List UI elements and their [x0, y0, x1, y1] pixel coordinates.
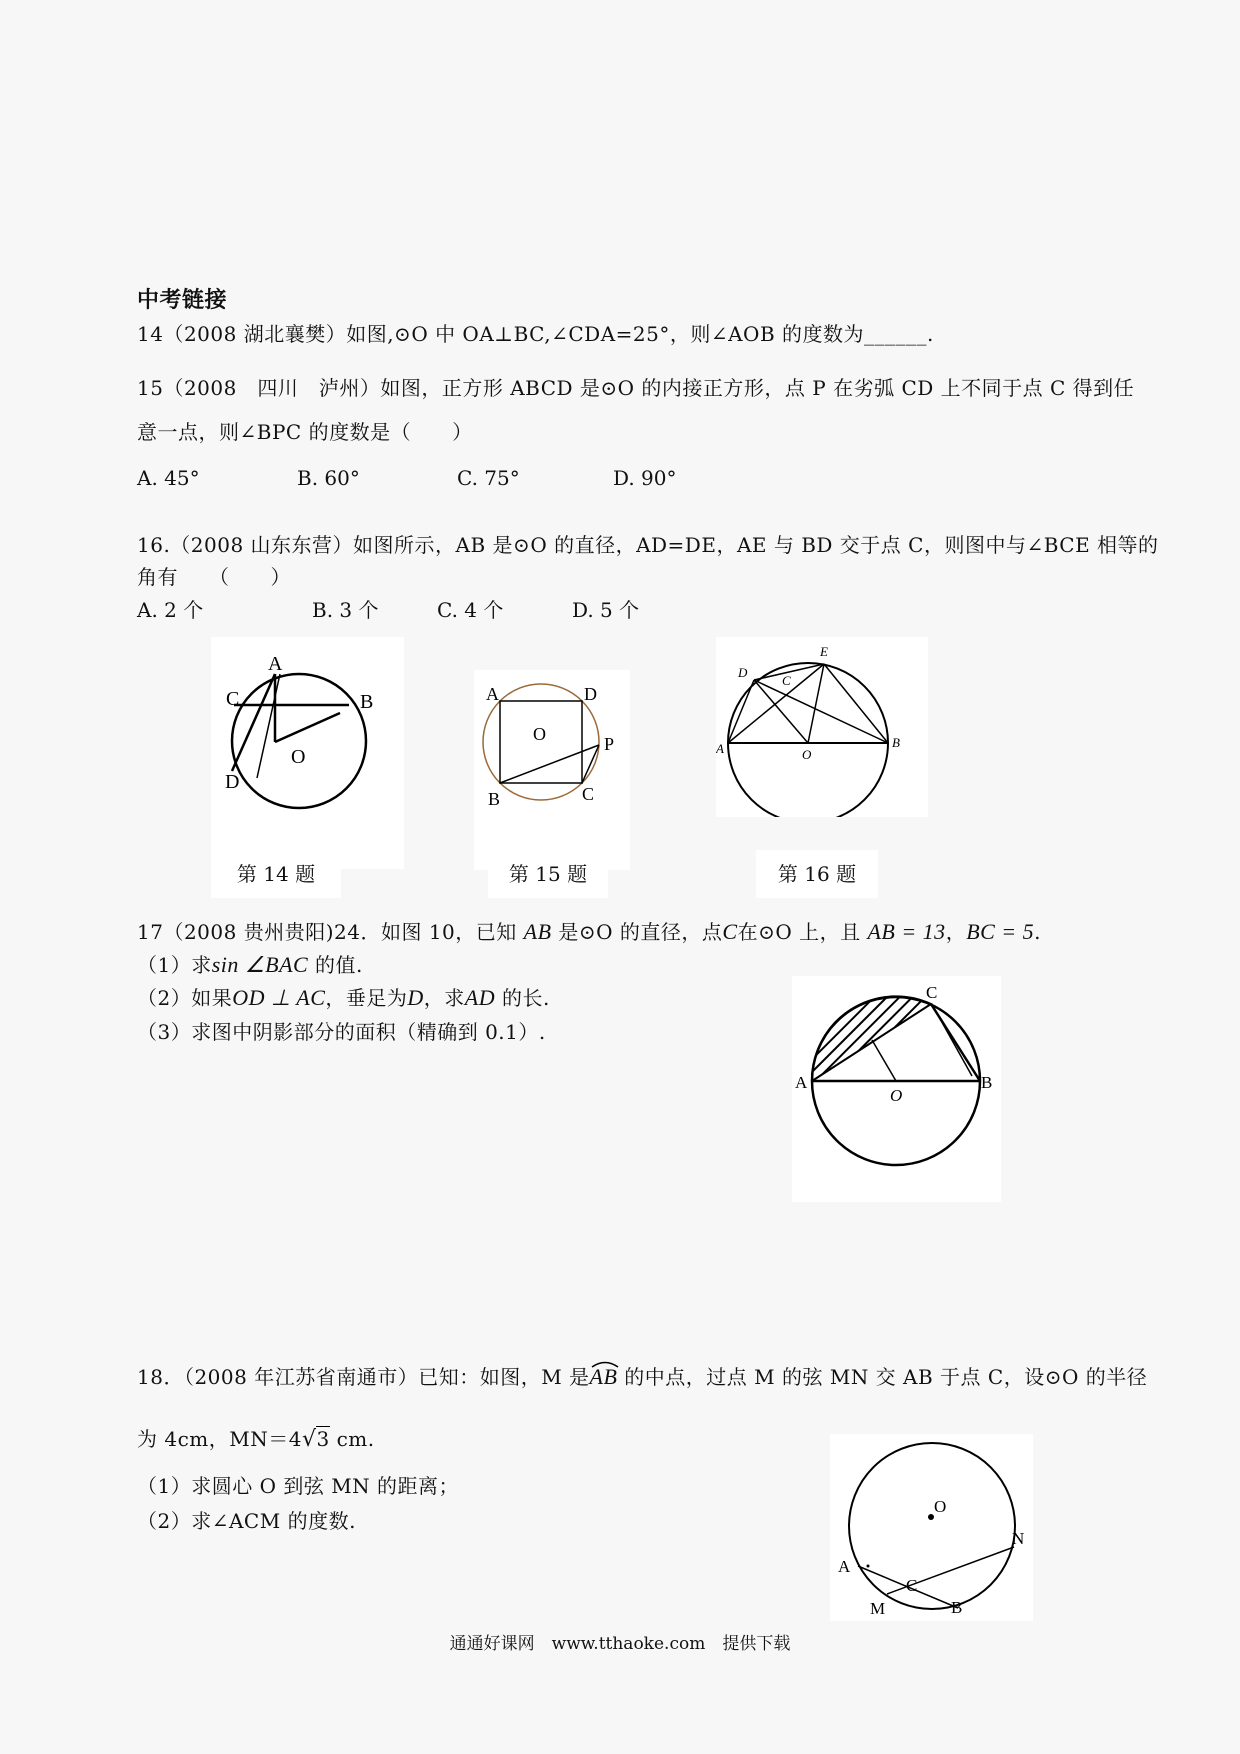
question-18-line-2-post: cm. — [336, 1427, 375, 1451]
figure-18-diagram — [830, 1434, 1033, 1621]
question-18-line-1-pre: 18．（2008 年江苏省南通市）已知：如图，M 是 — [137, 1365, 590, 1389]
figure-15-caption: 第 15 题 — [488, 850, 608, 898]
fig16-label-e: E — [820, 644, 828, 659]
fig16-label-d: D — [738, 665, 748, 680]
question-15-line-1: 15（2008 四川 泸州）如图，正方形 ABCD 是⊙O 的内接正方形，点 P 在劣弧 CD 上不同于点 C 得到任 — [137, 376, 1135, 400]
question-15-option-b: B. 60° — [297, 466, 360, 490]
fig15-label-a: A — [486, 684, 499, 704]
question-14-text: 14（2008 湖北襄樊）如图,⊙O 中 OA⊥BC,∠CDA=25°，则∠AOB 的度数为______. — [137, 322, 934, 346]
question-17-sub-1 — [137, 949, 363, 978]
question-17-math-ab-13: AB = 13 — [867, 919, 946, 944]
question-17-sub-2-d: D — [407, 985, 424, 1010]
figure-15 — [474, 670, 630, 870]
question-16-option-d: D. 5 个 — [572, 598, 640, 622]
question-18-line-2 — [137, 1423, 375, 1452]
question-18-line-2-pre: 为 4cm，MN＝4 — [137, 1427, 302, 1451]
question-17-mid-2: 在⊙O 上，且 — [737, 920, 861, 944]
question-17-end: . — [1034, 920, 1042, 944]
fig18-label-m: M — [870, 1599, 886, 1618]
figure-16-caption: 第 16 题 — [756, 850, 878, 898]
question-17-line-1 — [137, 916, 1041, 945]
fig16-label-o: O — [802, 747, 812, 762]
fig15-label-b: B — [488, 789, 501, 809]
question-17-sub-2-ad: AD — [464, 985, 496, 1010]
fig17-label-o: O — [890, 1086, 903, 1105]
figure-14 — [211, 637, 404, 869]
fig14-label-c: C — [226, 688, 240, 710]
figure-18 — [830, 1434, 1033, 1621]
fig18-label-o: O — [934, 1497, 947, 1516]
fig14-label-a: A — [268, 653, 283, 675]
fig15-label-p: P — [604, 734, 615, 754]
question-18-sqrt-value: 3 — [316, 1427, 330, 1451]
fig17-label-a: A — [795, 1073, 808, 1092]
question-17-sub-1-post: 的值. — [315, 953, 363, 977]
question-16-line-1: 16.（2008 山东东营）如图所示，AB 是⊙O 的直径，AD=DE，AE 与 BD 交于点 C，则图中与∠BCE 相等的 — [137, 533, 1159, 557]
question-17-sub-1-math: sin ∠BAC — [211, 952, 309, 977]
question-17-sub-2-mid-2: ，求 — [423, 986, 465, 1010]
question-18-sub-2: （2）求∠ACM 的度数. — [137, 1509, 356, 1533]
question-17-sub-2-post: 的长. — [501, 986, 550, 1010]
fig14-label-d: D — [225, 771, 240, 793]
fig14-label-o: O — [291, 746, 306, 768]
question-16-option-c: C. 4 个 — [437, 598, 504, 622]
question-17-sub-2-math: OD ⊥ AC — [232, 985, 326, 1010]
fig15-label-d: D — [584, 684, 597, 704]
question-17-math-c: C — [722, 919, 738, 944]
figure-16-diagram — [716, 637, 928, 817]
figure-17 — [792, 976, 1001, 1202]
fig15-label-o: O — [533, 724, 546, 744]
question-16-option-b: B. 3 个 — [312, 598, 379, 622]
fig16-label-a: A — [716, 741, 724, 756]
question-17-sub-2 — [137, 982, 550, 1011]
figure-17-diagram — [792, 976, 1001, 1202]
fig14-label-b: B — [360, 691, 374, 713]
sqrt-icon: √ — [301, 1427, 317, 1452]
question-18-arc-ab — [590, 1364, 618, 1389]
question-16-option-a: A. 2 个 — [137, 598, 204, 622]
question-15-option-c: C. 75° — [457, 466, 520, 490]
arc-mark-icon — [590, 1358, 620, 1368]
question-18-sub-1: （1）求圆心 O 到弦 MN 的距离； — [137, 1474, 460, 1498]
section-title: 中考链接 — [137, 288, 228, 313]
question-17-math-ab: AB — [523, 919, 552, 944]
question-17-sub-2-mid: ，垂足为 — [325, 986, 408, 1010]
question-18-arc-ab-text: AB — [589, 1364, 618, 1389]
fig17-label-b: B — [981, 1073, 993, 1092]
fig16-label-c: C — [782, 673, 791, 688]
fig18-label-b: B — [951, 1598, 963, 1617]
question-17-prefix: 17（2008 贵州贵阳)24．如图 10，已知 — [137, 920, 517, 944]
figure-14-caption: 第 14 题 — [211, 850, 341, 898]
question-17-sub-2-pre: （2）如果 — [137, 986, 233, 1010]
fig18-label-n: N — [1012, 1529, 1025, 1548]
fig15-label-c: C — [582, 784, 595, 804]
question-17-math-bc-5: BC = 5 — [966, 919, 1035, 944]
fig18-label-a: A — [838, 1557, 851, 1576]
figure-16 — [716, 637, 928, 817]
page-footer: 通通好课网 www.tthaoke.com 提供下载 — [449, 1634, 791, 1654]
question-16-line-2: 角有 （ ） — [137, 565, 291, 589]
question-15-line-2: 意一点，则∠BPC 的度数是（ ） — [137, 420, 473, 444]
figure-14-diagram — [211, 637, 404, 869]
question-17-sub-1-pre: （1）求 — [137, 953, 212, 977]
fig16-label-b: B — [892, 735, 900, 750]
question-18-line-1 — [137, 1361, 1147, 1390]
figure-15-diagram — [474, 670, 630, 870]
question-15-option-d: D. 90° — [613, 466, 677, 490]
question-17-comma: ， — [945, 920, 967, 944]
fig17-label-c: C — [926, 983, 938, 1002]
question-15-option-a: A. 45° — [137, 466, 200, 490]
question-17-mid-1: 是⊙O 的直径，点 — [558, 920, 723, 944]
question-17-sub-3: （3）求图中阴影部分的面积（精确到 0.1）. — [137, 1020, 546, 1044]
fig18-label-c: C — [906, 1576, 918, 1595]
question-18-line-1-post: 的中点，过点 M 的弦 MN 交 AB 于点 C，设⊙O 的半径 — [624, 1365, 1148, 1389]
